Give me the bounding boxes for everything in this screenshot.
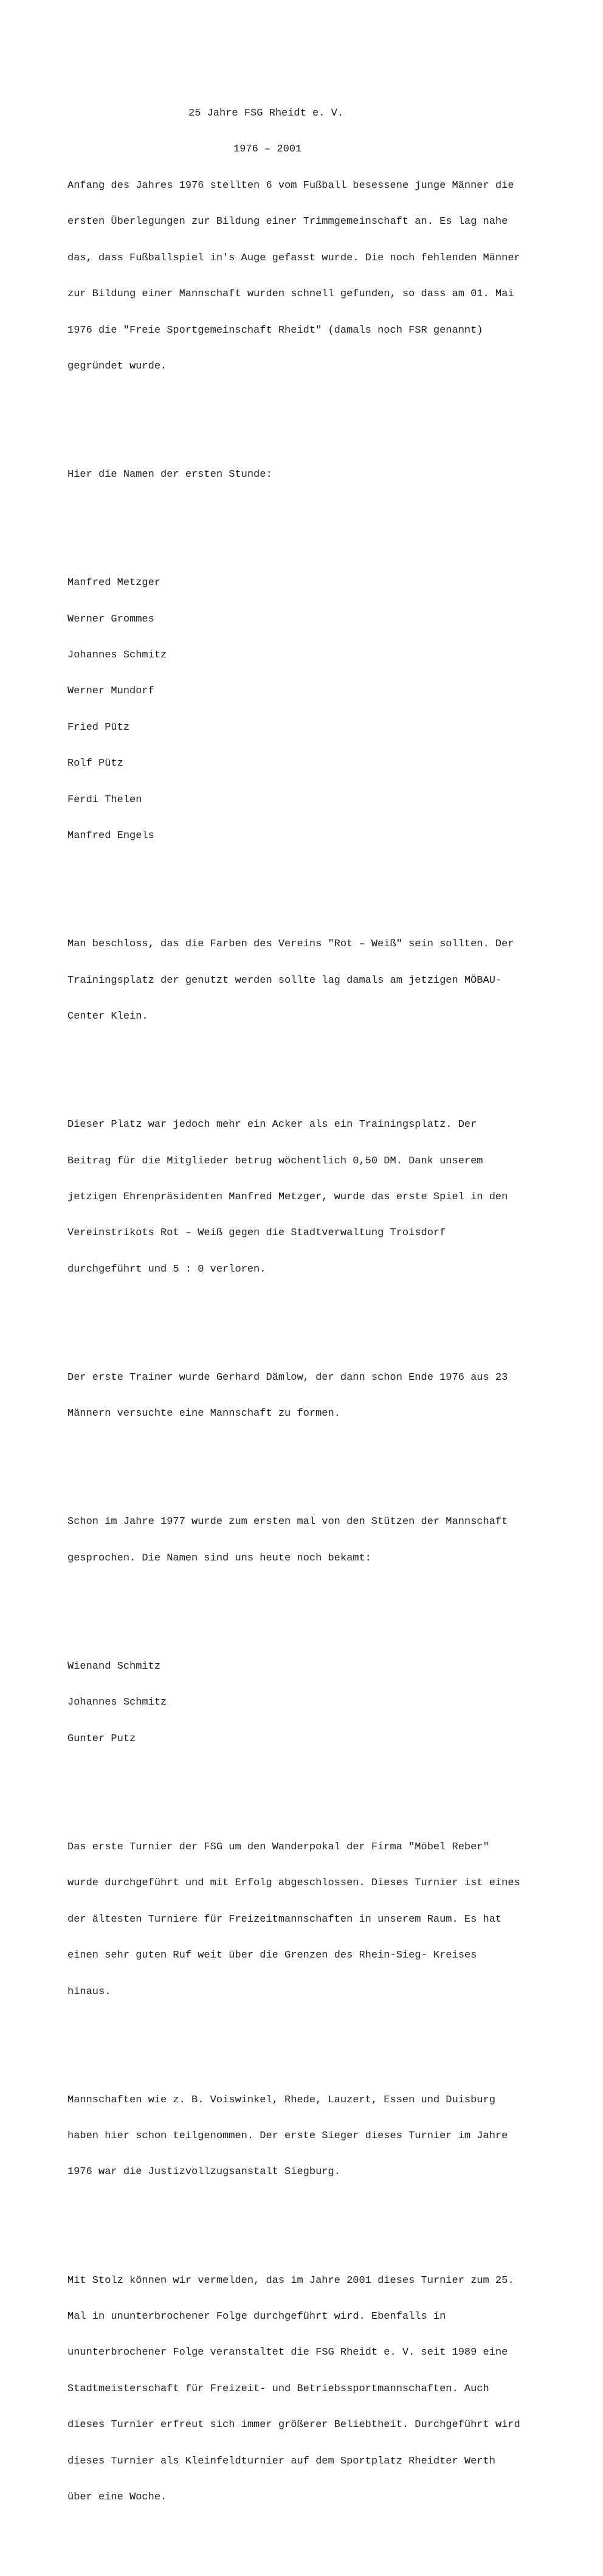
founders-heading: Hier die Namen der ersten Stunde: (67, 469, 272, 481)
teams-paragraph (67, 2070, 554, 2203)
teams-line: Mannschaften wie z. B. Voiswinkel, Rhede, Lauzert, Essen und Duisburg (67, 2094, 495, 2106)
intro-line: gegründet wurde. (67, 360, 167, 372)
tournament-line: der ältesten Turniere für Freizeitmannschaften in unserem Raum. Es hat (67, 1913, 502, 1925)
teams-line: haben hier schon teilgenommen. Der erste Sieger dieses Turnier im Jahre (67, 2130, 508, 2142)
pride-line: ununterbrochener Folge veranstaltet die FSG Rheidt e. V. seit 1989 eine (67, 2347, 508, 2359)
founder-name: Manfred Engels (67, 830, 154, 842)
tournament-line: wurde durchgeführt und mit Erfolg abgeschlossen. Dieses Turnier ist eines (67, 1877, 520, 1889)
founders-heading-paragraph (67, 445, 554, 505)
pride-line: Mit Stolz können wir vermelden, das im Jahre 2001 dieses Turnier zum 25. (67, 2274, 514, 2287)
pride-line: über eine Woche. (67, 2491, 167, 2503)
founder-name: Fried Pütz (67, 721, 130, 733)
colors-paragraph (67, 915, 554, 1047)
trainer-paragraph (67, 1348, 554, 1444)
intro-paragraph (67, 156, 554, 396)
intro-line: zur Bildung einer Mannschaft wurden schnell gefunden, so dass am 01. Mai (67, 288, 514, 300)
pillar-name: Johannes Schmitz (67, 1697, 167, 1709)
field-line: Beitrag für die Mitglieder betrug wöchentlich 0,50 DM. Dank unserem (67, 1155, 483, 1167)
tournament-line: Das erste Turnier der FSG um den Wanderpokal der Firma "Möbel Reber" (67, 1841, 489, 1853)
intro-line: das, dass Fußballspiel in's Auge gefasst wurde. Die noch fehlenden Männer (67, 252, 520, 264)
intro-line: ersten Überlegungen zur Bildung einer Trimmgemeinschaft an. Es lag nahe (67, 216, 508, 228)
founder-name: Manfred Metzger (67, 577, 161, 589)
colors-line: Trainingsplatz der genutzt werden sollte lag damals am jetzigen MÖBAU- (67, 974, 502, 986)
tournament-paragraph (67, 1817, 554, 2022)
field-paragraph (67, 1095, 554, 1300)
pride-line: dieses Turnier als Kleinfeldturnier auf dem Sportplatz Rheidter Werth (67, 2455, 495, 2467)
field-line: durchgeführt und 5 : 0 verloren. (67, 1263, 266, 1275)
pride-paragraph (67, 2251, 554, 2527)
founder-name: Werner Mundorf (67, 685, 154, 698)
pride-line: dieses Turnier erfreut sich immer größerer Beliebtheit. Durchgeführt wird (67, 2419, 520, 2431)
pride-line: Mal in ununterbrochener Folge durchgeführt wird. Ebenfalls in (67, 2311, 446, 2323)
title-line-2: 1976 – 2001 (233, 143, 302, 155)
pillar-name: Gunter Putz (67, 1733, 136, 1745)
teams-line: 1976 war die Justizvollzugsanstalt Siegburg. (67, 2166, 340, 2178)
pillar-name: Wienand Schmitz (67, 1661, 161, 1672)
founder-name: Johannes Schmitz (67, 649, 167, 662)
trainer-line: Der erste Trainer wurde Gerhard Dämlow, der dann schon Ende 1976 aus 23 (67, 1371, 508, 1383)
pride-line: Stadtmeisterschaft für Freizeit- und Betriebssportmannschaften. Auch (67, 2383, 489, 2395)
pillars-paragraph (67, 1492, 554, 1588)
field-line: jetzigen Ehrenpräsidenten Manfred Metzger, wurde das erste Spiel in den (67, 1191, 508, 1203)
intro-line: Anfang des Jahres 1976 stellten 6 vom Fußball besessene junge Männer die (67, 179, 514, 192)
founder-name: Ferdi Thelen (67, 794, 142, 806)
pillars-line: gesprochen. Die Namen sind uns heute noch bekamt: (67, 1552, 371, 1564)
founders-list (67, 553, 554, 867)
colors-line: Man beschloss, das die Farben des Vereins "Rot – Weiß" sein sollten. Der (67, 938, 514, 950)
field-line: Vereinstrikots Rot – Weiß gegen die Stadtverwaltung Troisdorf (67, 1227, 446, 1239)
founder-name: Werner Grommes (67, 613, 154, 625)
intro-line: 1976 die "Freie Sportgemeinschaft Rheidt" (damals noch FSR genannt) (67, 324, 483, 336)
tournament-line: einen sehr guten Ruf weit über die Grenzen des Rhein-Sieg- Kreises (67, 1950, 477, 1962)
field-line: Dieser Platz war jedoch mehr ein Acker als ein Trainingsplatz. Der (67, 1119, 477, 1131)
trainer-line: Männern versuchte eine Mannschaft zu formen. (67, 1408, 340, 1420)
pillars-list (67, 1636, 554, 1769)
founder-name: Rolf Pütz (67, 758, 123, 770)
title-line-1: 25 Jahre FSG Rheidt e. V. (188, 107, 344, 119)
colors-line: Center Klein. (67, 1010, 148, 1022)
tournament-line: hinaus. (67, 1986, 111, 1998)
document-body (67, 120, 554, 2576)
pillars-line: Schon im Jahre 1977 wurde zum ersten mal von den Stützen der Mannschaft (67, 1516, 508, 1528)
